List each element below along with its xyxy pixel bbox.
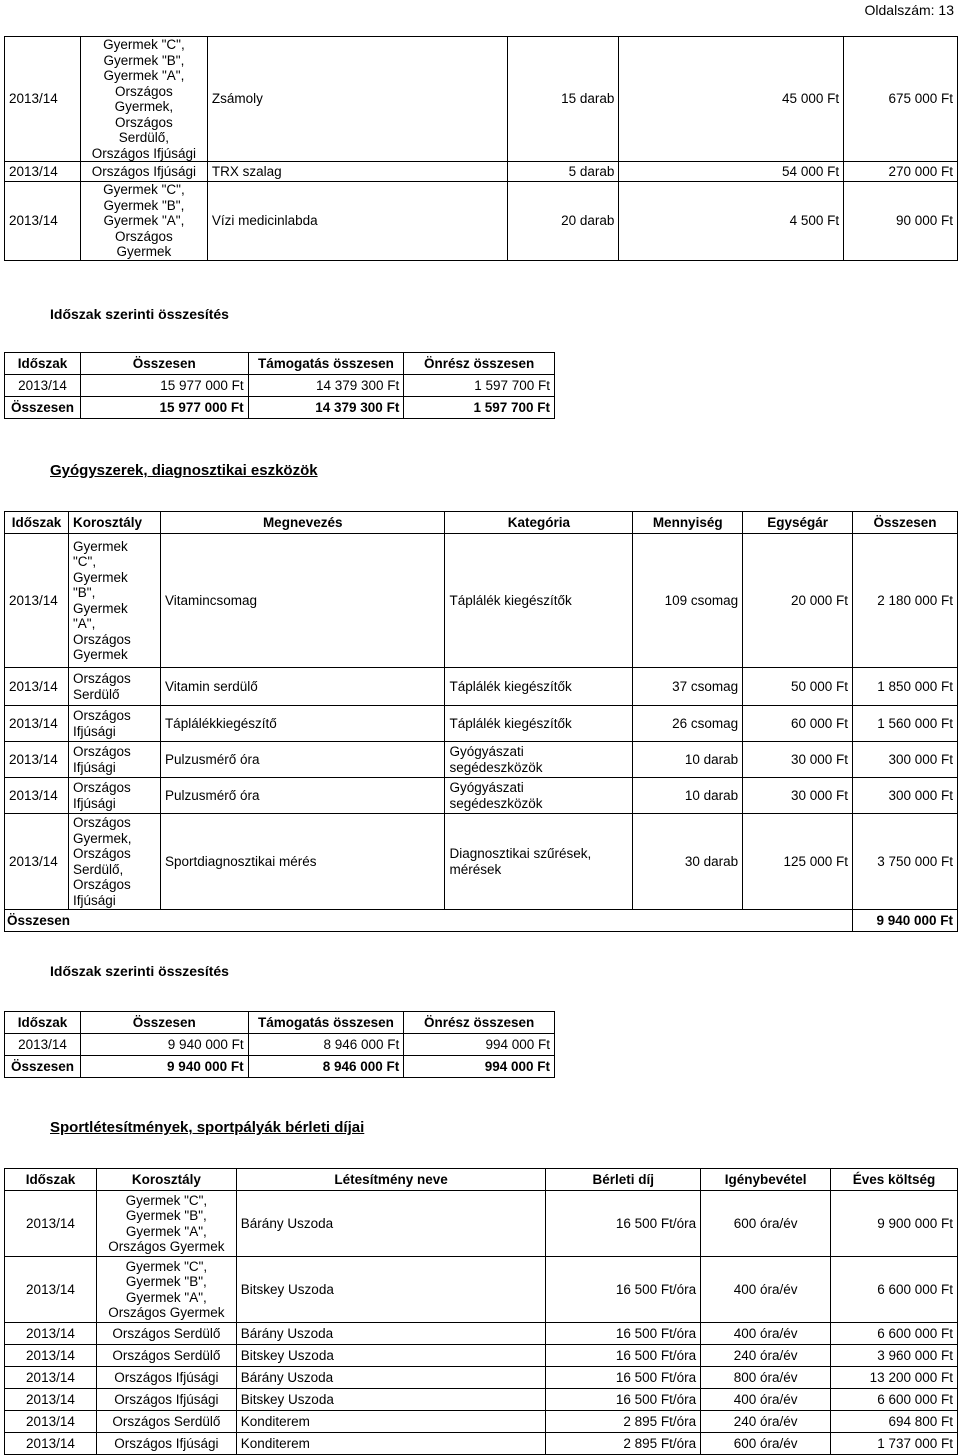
period-cell: 2013/14 xyxy=(5,1345,97,1367)
usage-cell: 400 óra/év xyxy=(701,1323,831,1345)
cost-cell: 1 737 000 Ft xyxy=(831,1433,958,1455)
table-row xyxy=(5,1191,958,1257)
period-cell: 2013/14 xyxy=(5,1191,97,1257)
table-row xyxy=(5,668,958,706)
table-row xyxy=(5,778,958,814)
usage-cell: 240 óra/év xyxy=(701,1345,831,1367)
table-row xyxy=(5,1323,958,1345)
period-cell: 2013/14 xyxy=(5,162,81,182)
qty-cell: 20 darab xyxy=(507,182,619,261)
own-share-cell: 1 597 700 Ft xyxy=(404,397,555,419)
age-cell: Gyermek "C", Gyermek "B", Gyermek "A", Országos Gyermek, Országos Serdülő, Országos Ifjúsági xyxy=(80,37,207,162)
table-row xyxy=(5,534,958,668)
total-cell: 9 940 000 Ft xyxy=(80,1056,248,1078)
facility-rent-table xyxy=(4,1168,958,1455)
support-cell: 8 946 000 Ft xyxy=(248,1034,404,1056)
section-title: Sportlétesítmények, sportpályák bérleti díjai xyxy=(50,1119,365,1136)
total-row xyxy=(5,397,555,419)
header-cell: Támogatás összesen xyxy=(248,353,404,375)
total-cell: 1 560 000 Ft xyxy=(853,706,958,742)
cost-cell: 3 960 000 Ft xyxy=(831,1345,958,1367)
qty-cell: 5 darab xyxy=(507,162,619,182)
total-cell: 15 977 000 Ft xyxy=(80,375,248,397)
header-cell: Önrész összesen xyxy=(404,1012,555,1034)
total-row xyxy=(5,1056,555,1078)
total-cell: 90 000 Ft xyxy=(844,182,958,261)
cost-cell: 6 600 000 Ft xyxy=(831,1257,958,1323)
category-cell: Gyógyászati segédeszközök xyxy=(445,778,633,814)
name-cell: Zsámoly xyxy=(207,37,507,162)
usage-cell: 800 óra/év xyxy=(701,1367,831,1389)
fee-cell: 16 500 Ft/óra xyxy=(546,1345,701,1367)
header-cell: Összesen xyxy=(80,353,248,375)
summary-title: Időszak szerinti összesítés xyxy=(50,306,229,322)
table-row xyxy=(5,375,555,397)
period-cell: 2013/14 xyxy=(5,706,69,742)
header-cell: Egységár xyxy=(743,512,853,534)
fee-cell: 16 500 Ft/óra xyxy=(546,1389,701,1411)
qty-cell: 37 csomag xyxy=(633,668,743,706)
header-cell: Megnevezés xyxy=(160,512,445,534)
total-cell: 300 000 Ft xyxy=(853,742,958,778)
age-cell: Országos Serdülő xyxy=(96,1345,236,1367)
table-row xyxy=(5,182,958,261)
total-cell: 9 940 000 Ft xyxy=(80,1034,248,1056)
name-cell: Vitamincsomag xyxy=(160,534,445,668)
own-share-cell: 994 000 Ft xyxy=(404,1034,555,1056)
own-share-cell: 1 597 700 Ft xyxy=(404,375,555,397)
unit-price-cell: 4 500 Ft xyxy=(619,182,844,261)
category-cell: Diagnosztikai szűrések, mérések xyxy=(445,814,633,910)
qty-cell: 15 darab xyxy=(507,37,619,162)
facility-cell: Konditerem xyxy=(236,1411,546,1433)
facility-cell: Bitskey Uszoda xyxy=(236,1257,546,1323)
header-cell: Korosztály xyxy=(68,512,160,534)
period-cell: 2013/14 xyxy=(5,375,81,397)
qty-cell: 10 darab xyxy=(633,742,743,778)
age-cell: Gyermek "C", Gyermek "B", Gyermek "A", Országos Gyermek xyxy=(68,534,160,668)
facility-cell: Bitskey Uszoda xyxy=(236,1345,546,1367)
name-cell: Vitamin serdülő xyxy=(160,668,445,706)
total-cell: 675 000 Ft xyxy=(844,37,958,162)
unit-price-cell: 125 000 Ft xyxy=(743,814,853,910)
total-cell: 2 180 000 Ft xyxy=(853,534,958,668)
facility-cell: Bárány Uszoda xyxy=(236,1323,546,1345)
age-cell: Országos Serdülő xyxy=(96,1411,236,1433)
table-row xyxy=(5,1367,958,1389)
category-cell: Gyógyászati segédeszközök xyxy=(445,742,633,778)
total-cell: 300 000 Ft xyxy=(853,778,958,814)
header-cell: Összesen xyxy=(80,1012,248,1034)
unit-price-cell: 45 000 Ft xyxy=(619,37,844,162)
period-cell: 2013/14 xyxy=(5,1257,97,1323)
own-share-cell: 994 000 Ft xyxy=(404,1056,555,1078)
table-row xyxy=(5,1257,958,1323)
period-cell: 2013/14 xyxy=(5,778,69,814)
age-cell: Országos Ifjúsági xyxy=(96,1389,236,1411)
qty-cell: 109 csomag xyxy=(633,534,743,668)
unit-price-cell: 30 000 Ft xyxy=(743,742,853,778)
usage-cell: 240 óra/év xyxy=(701,1411,831,1433)
table-row xyxy=(5,1345,958,1367)
age-cell: Országos Serdülő xyxy=(68,668,160,706)
equipment-table xyxy=(4,36,958,261)
name-cell: Vízi medicinlabda xyxy=(207,182,507,261)
header-cell: Időszak xyxy=(5,512,69,534)
table-row xyxy=(5,1411,958,1433)
age-cell: Gyermek "C", Gyermek "B", Gyermek "A", Országos Gyermek xyxy=(80,182,207,261)
cost-cell: 13 200 000 Ft xyxy=(831,1367,958,1389)
period-cell: 2013/14 xyxy=(5,182,81,261)
age-cell: Országos Serdülő xyxy=(96,1323,236,1345)
table-row xyxy=(5,814,958,910)
usage-cell: 600 óra/év xyxy=(701,1191,831,1257)
support-cell: 8 946 000 Ft xyxy=(248,1056,404,1078)
header-cell: Létesítmény neve xyxy=(236,1169,546,1191)
usage-cell: 600 óra/év xyxy=(701,1433,831,1455)
fee-cell: 2 895 Ft/óra xyxy=(546,1433,701,1455)
usage-cell: 400 óra/év xyxy=(701,1257,831,1323)
period-cell: 2013/14 xyxy=(5,1389,97,1411)
name-cell: Sportdiagnosztikai mérés xyxy=(160,814,445,910)
age-cell: Országos Ifjúsági xyxy=(96,1433,236,1455)
age-cell: Országos Ifjúsági xyxy=(68,742,160,778)
table-row xyxy=(5,1433,958,1455)
period-cell: 2013/14 xyxy=(5,814,69,910)
unit-price-cell: 50 000 Ft xyxy=(743,668,853,706)
summary-title: Időszak szerinti összesítés xyxy=(50,963,229,979)
fee-cell: 16 500 Ft/óra xyxy=(546,1191,701,1257)
period-cell: 2013/14 xyxy=(5,1323,97,1345)
name-cell: Táplálékkiegészítő xyxy=(160,706,445,742)
table-row xyxy=(5,162,958,182)
fee-cell: 16 500 Ft/óra xyxy=(546,1323,701,1345)
header-cell: Önrész összesen xyxy=(404,353,555,375)
header-row xyxy=(5,353,555,375)
category-cell: Táplálék kiegészítők xyxy=(445,534,633,668)
fee-cell: 16 500 Ft/óra xyxy=(546,1257,701,1323)
facility-cell: Bárány Uszoda xyxy=(236,1367,546,1389)
table-row xyxy=(5,1389,958,1411)
header-cell: Kategória xyxy=(445,512,633,534)
header-row xyxy=(5,1012,555,1034)
period-cell: 2013/14 xyxy=(5,534,69,668)
period-cell: 2013/14 xyxy=(5,1433,97,1455)
age-cell: Országos Ifjúsági xyxy=(80,162,207,182)
cost-cell: 6 600 000 Ft xyxy=(831,1389,958,1411)
support-cell: 14 379 300 Ft xyxy=(248,375,404,397)
header-cell: Bérleti díj xyxy=(546,1169,701,1191)
facility-cell: Konditerem xyxy=(236,1433,546,1455)
age-cell: Országos Ifjúsági xyxy=(96,1367,236,1389)
total-cell: 15 977 000 Ft xyxy=(80,397,248,419)
age-cell: Országos Ifjúsági xyxy=(68,706,160,742)
unit-price-cell: 54 000 Ft xyxy=(619,162,844,182)
age-cell: Országos Ifjúsági xyxy=(68,778,160,814)
header-row xyxy=(5,1169,958,1191)
unit-price-cell: 30 000 Ft xyxy=(743,778,853,814)
name-cell: Pulzusmérő óra xyxy=(160,742,445,778)
total-label: Összesen xyxy=(5,910,853,932)
fee-cell: 2 895 Ft/óra xyxy=(546,1411,701,1433)
fee-cell: 16 500 Ft/óra xyxy=(546,1367,701,1389)
name-cell: Pulzusmérő óra xyxy=(160,778,445,814)
total-cell: 270 000 Ft xyxy=(844,162,958,182)
name-cell: TRX szalag xyxy=(207,162,507,182)
header-cell: Időszak xyxy=(5,353,81,375)
period-cell: 2013/14 xyxy=(5,1034,81,1056)
total-cell: 1 850 000 Ft xyxy=(853,668,958,706)
period-cell: 2013/14 xyxy=(5,1411,97,1433)
header-cell: Összesen xyxy=(853,512,958,534)
qty-cell: 10 darab xyxy=(633,778,743,814)
total-row xyxy=(5,910,958,932)
age-cell: Gyermek "C", Gyermek "B", Gyermek "A", Országos Gyermek xyxy=(96,1191,236,1257)
category-cell: Táplálék kiegészítők xyxy=(445,668,633,706)
facility-cell: Bárány Uszoda xyxy=(236,1191,546,1257)
unit-price-cell: 60 000 Ft xyxy=(743,706,853,742)
period-cell: 2013/14 xyxy=(5,1367,97,1389)
table-row xyxy=(5,706,958,742)
usage-cell: 400 óra/év xyxy=(701,1389,831,1411)
total-cell: 9 940 000 Ft xyxy=(853,910,958,932)
medication-table xyxy=(4,511,958,932)
header-cell: Igénybevétel xyxy=(701,1169,831,1191)
header-cell: Korosztály xyxy=(96,1169,236,1191)
cost-cell: 694 800 Ft xyxy=(831,1411,958,1433)
total-cell: 3 750 000 Ft xyxy=(853,814,958,910)
page-number: Oldalszám: 13 xyxy=(864,2,954,18)
qty-cell: 30 darab xyxy=(633,814,743,910)
table-row xyxy=(5,742,958,778)
age-cell: Gyermek "C", Gyermek "B", Gyermek "A", Országos Gyermek xyxy=(96,1257,236,1323)
unit-price-cell: 20 000 Ft xyxy=(743,534,853,668)
table-row xyxy=(5,37,958,162)
support-cell: 14 379 300 Ft xyxy=(248,397,404,419)
period-cell: 2013/14 xyxy=(5,668,69,706)
summary-table xyxy=(4,352,555,419)
table-row xyxy=(5,1034,555,1056)
cost-cell: 6 600 000 Ft xyxy=(831,1323,958,1345)
cost-cell: 9 900 000 Ft xyxy=(831,1191,958,1257)
facility-cell: Bitskey Uszoda xyxy=(236,1389,546,1411)
header-cell: Mennyiség xyxy=(633,512,743,534)
header-cell: Időszak xyxy=(5,1012,81,1034)
age-cell: Országos Gyermek, Országos Serdülő, Országos Ifjúsági xyxy=(68,814,160,910)
period-cell: 2013/14 xyxy=(5,742,69,778)
summary-table xyxy=(4,1011,555,1078)
header-cell: Támogatás összesen xyxy=(248,1012,404,1034)
header-row xyxy=(5,512,958,534)
header-cell: Éves költség xyxy=(831,1169,958,1191)
section-title: Gyógyszerek, diagnosztikai eszközök xyxy=(50,462,318,479)
total-label: Összesen xyxy=(5,397,81,419)
period-cell: 2013/14 xyxy=(5,37,81,162)
total-label: Összesen xyxy=(5,1056,81,1078)
header-cell: Időszak xyxy=(5,1169,97,1191)
qty-cell: 26 csomag xyxy=(633,706,743,742)
category-cell: Táplálék kiegészítők xyxy=(445,706,633,742)
